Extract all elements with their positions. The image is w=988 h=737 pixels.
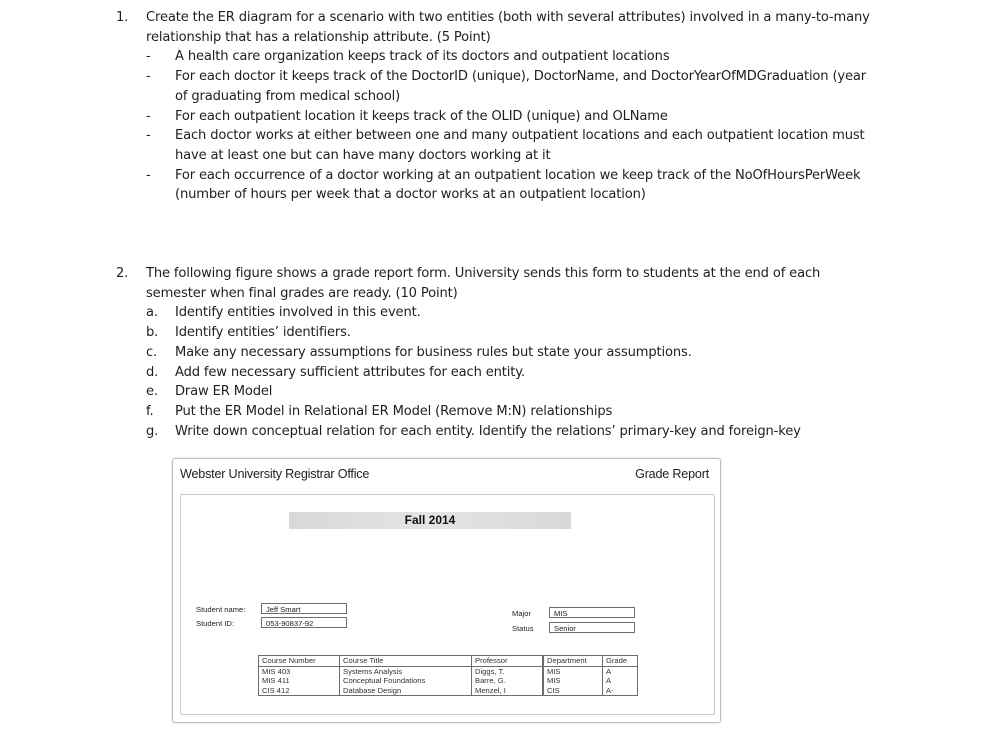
question-text: Create the ER diagram for a scenario with two entities (both with several attributes) involved in a many-to-many relationship that has a relationship attribute. (5 Point) — [146, 10, 870, 45]
table-cell: Database Design — [340, 686, 472, 696]
table-cell: Diggs, T. — [472, 666, 543, 676]
question-text: The following figure shows a grade report form. University sends this form to students at the end of each semester when final grades are ready. (10 Point) — [146, 266, 821, 301]
table-row — [472, 676, 543, 686]
student-name-label: Student name: — [196, 605, 246, 614]
task-list — [146, 303, 876, 441]
list-item: - For each occurrence of a doctor working at an outpatient location we keep track of the NoOfHoursPerWeek (number of hours per week that a doctor works at an outpatient location) — [146, 167, 861, 203]
requirement-list — [146, 47, 876, 205]
list-item: - Each doctor works at either between one and many outpatient locations and each outpatient location must have at least one but can have many doctors working at it — [146, 128, 865, 163]
table-cell: CIS 412 — [259, 686, 340, 696]
major-label: Major — [512, 609, 531, 618]
table-row — [472, 666, 543, 676]
list-item: b. Identify entities’ identifiers. — [146, 325, 351, 341]
registrar-office-title: Webster University Registrar Office — [180, 467, 370, 481]
report-panel — [180, 494, 715, 715]
status-field: Senior — [549, 622, 635, 633]
table-cell: CIS — [544, 686, 603, 696]
grade-table — [543, 655, 638, 696]
question-number: 1. — [116, 10, 129, 25]
table-row — [259, 666, 472, 676]
table-cell: Systems Analysis — [340, 666, 472, 676]
list-item: d. Add few necessary sufficient attributes for each entity. — [146, 364, 525, 380]
term-banner: Fall 2014 — [289, 512, 571, 529]
table-row — [544, 676, 638, 686]
question-1 — [116, 8, 876, 205]
list-item: g. Write down conceptual relation for each entity. Identify the relations’ primary-key and foreign-key — [146, 423, 801, 439]
table-cell: Conceptual Foundations — [340, 676, 472, 686]
table-header-row — [472, 656, 543, 667]
table-row — [259, 686, 472, 696]
professor-table — [471, 655, 543, 696]
table-cell: A — [603, 666, 638, 676]
column-header: Professor — [472, 656, 543, 667]
column-header: Grade — [603, 656, 638, 667]
question-2 — [116, 264, 876, 441]
question-number: 2. — [116, 266, 129, 281]
table-row — [544, 666, 638, 676]
list-item: a. Identify entities involved in this event. — [146, 305, 421, 321]
course-table — [258, 655, 472, 696]
list-item: - For each outpatient location it keeps track of the OLID (unique) and OLName — [146, 108, 668, 124]
table-row — [472, 686, 543, 696]
major-field: MIS — [549, 607, 635, 618]
column-header: Course Title — [340, 656, 472, 667]
student-name-field: Jeff Smart — [261, 603, 347, 614]
table-cell: A- — [603, 686, 638, 696]
student-id-label: Student ID: — [196, 619, 234, 628]
column-header: Department — [544, 656, 603, 667]
grade-report-title: Grade Report — [635, 467, 709, 481]
grade-report-form — [172, 458, 721, 723]
table-cell: A — [603, 676, 638, 686]
table-cell: MIS 411 — [259, 676, 340, 686]
table-header-row — [259, 656, 472, 667]
list-item: - For each doctor it keeps track of the DoctorID (unique), DoctorName, and DoctorYearOfMDGraduation (year of graduating from medical school) — [146, 69, 867, 104]
student-id-field: 053-90837-92 — [261, 617, 347, 628]
table-header-row — [544, 656, 638, 667]
list-item: - A health care organization keeps track of its doctors and outpatient locations — [146, 49, 670, 65]
table-cell: MIS — [544, 666, 603, 676]
list-item: e. Draw ER Model — [146, 384, 273, 400]
list-item: f. Put the ER Model in Relational ER Model (Remove M:N) relationships — [146, 403, 613, 419]
list-item: c. Make any necessary assumptions for business rules but state your assumptions. — [146, 344, 692, 360]
status-label: Status — [512, 624, 534, 633]
table-cell: Menzel, I — [472, 686, 543, 696]
column-header: Course Number — [259, 656, 340, 667]
table-row — [259, 676, 472, 686]
table-row — [544, 686, 638, 696]
table-cell: MIS — [544, 676, 603, 686]
table-cell: Barre, G. — [472, 676, 543, 686]
table-cell: MIS 403 — [259, 666, 340, 676]
